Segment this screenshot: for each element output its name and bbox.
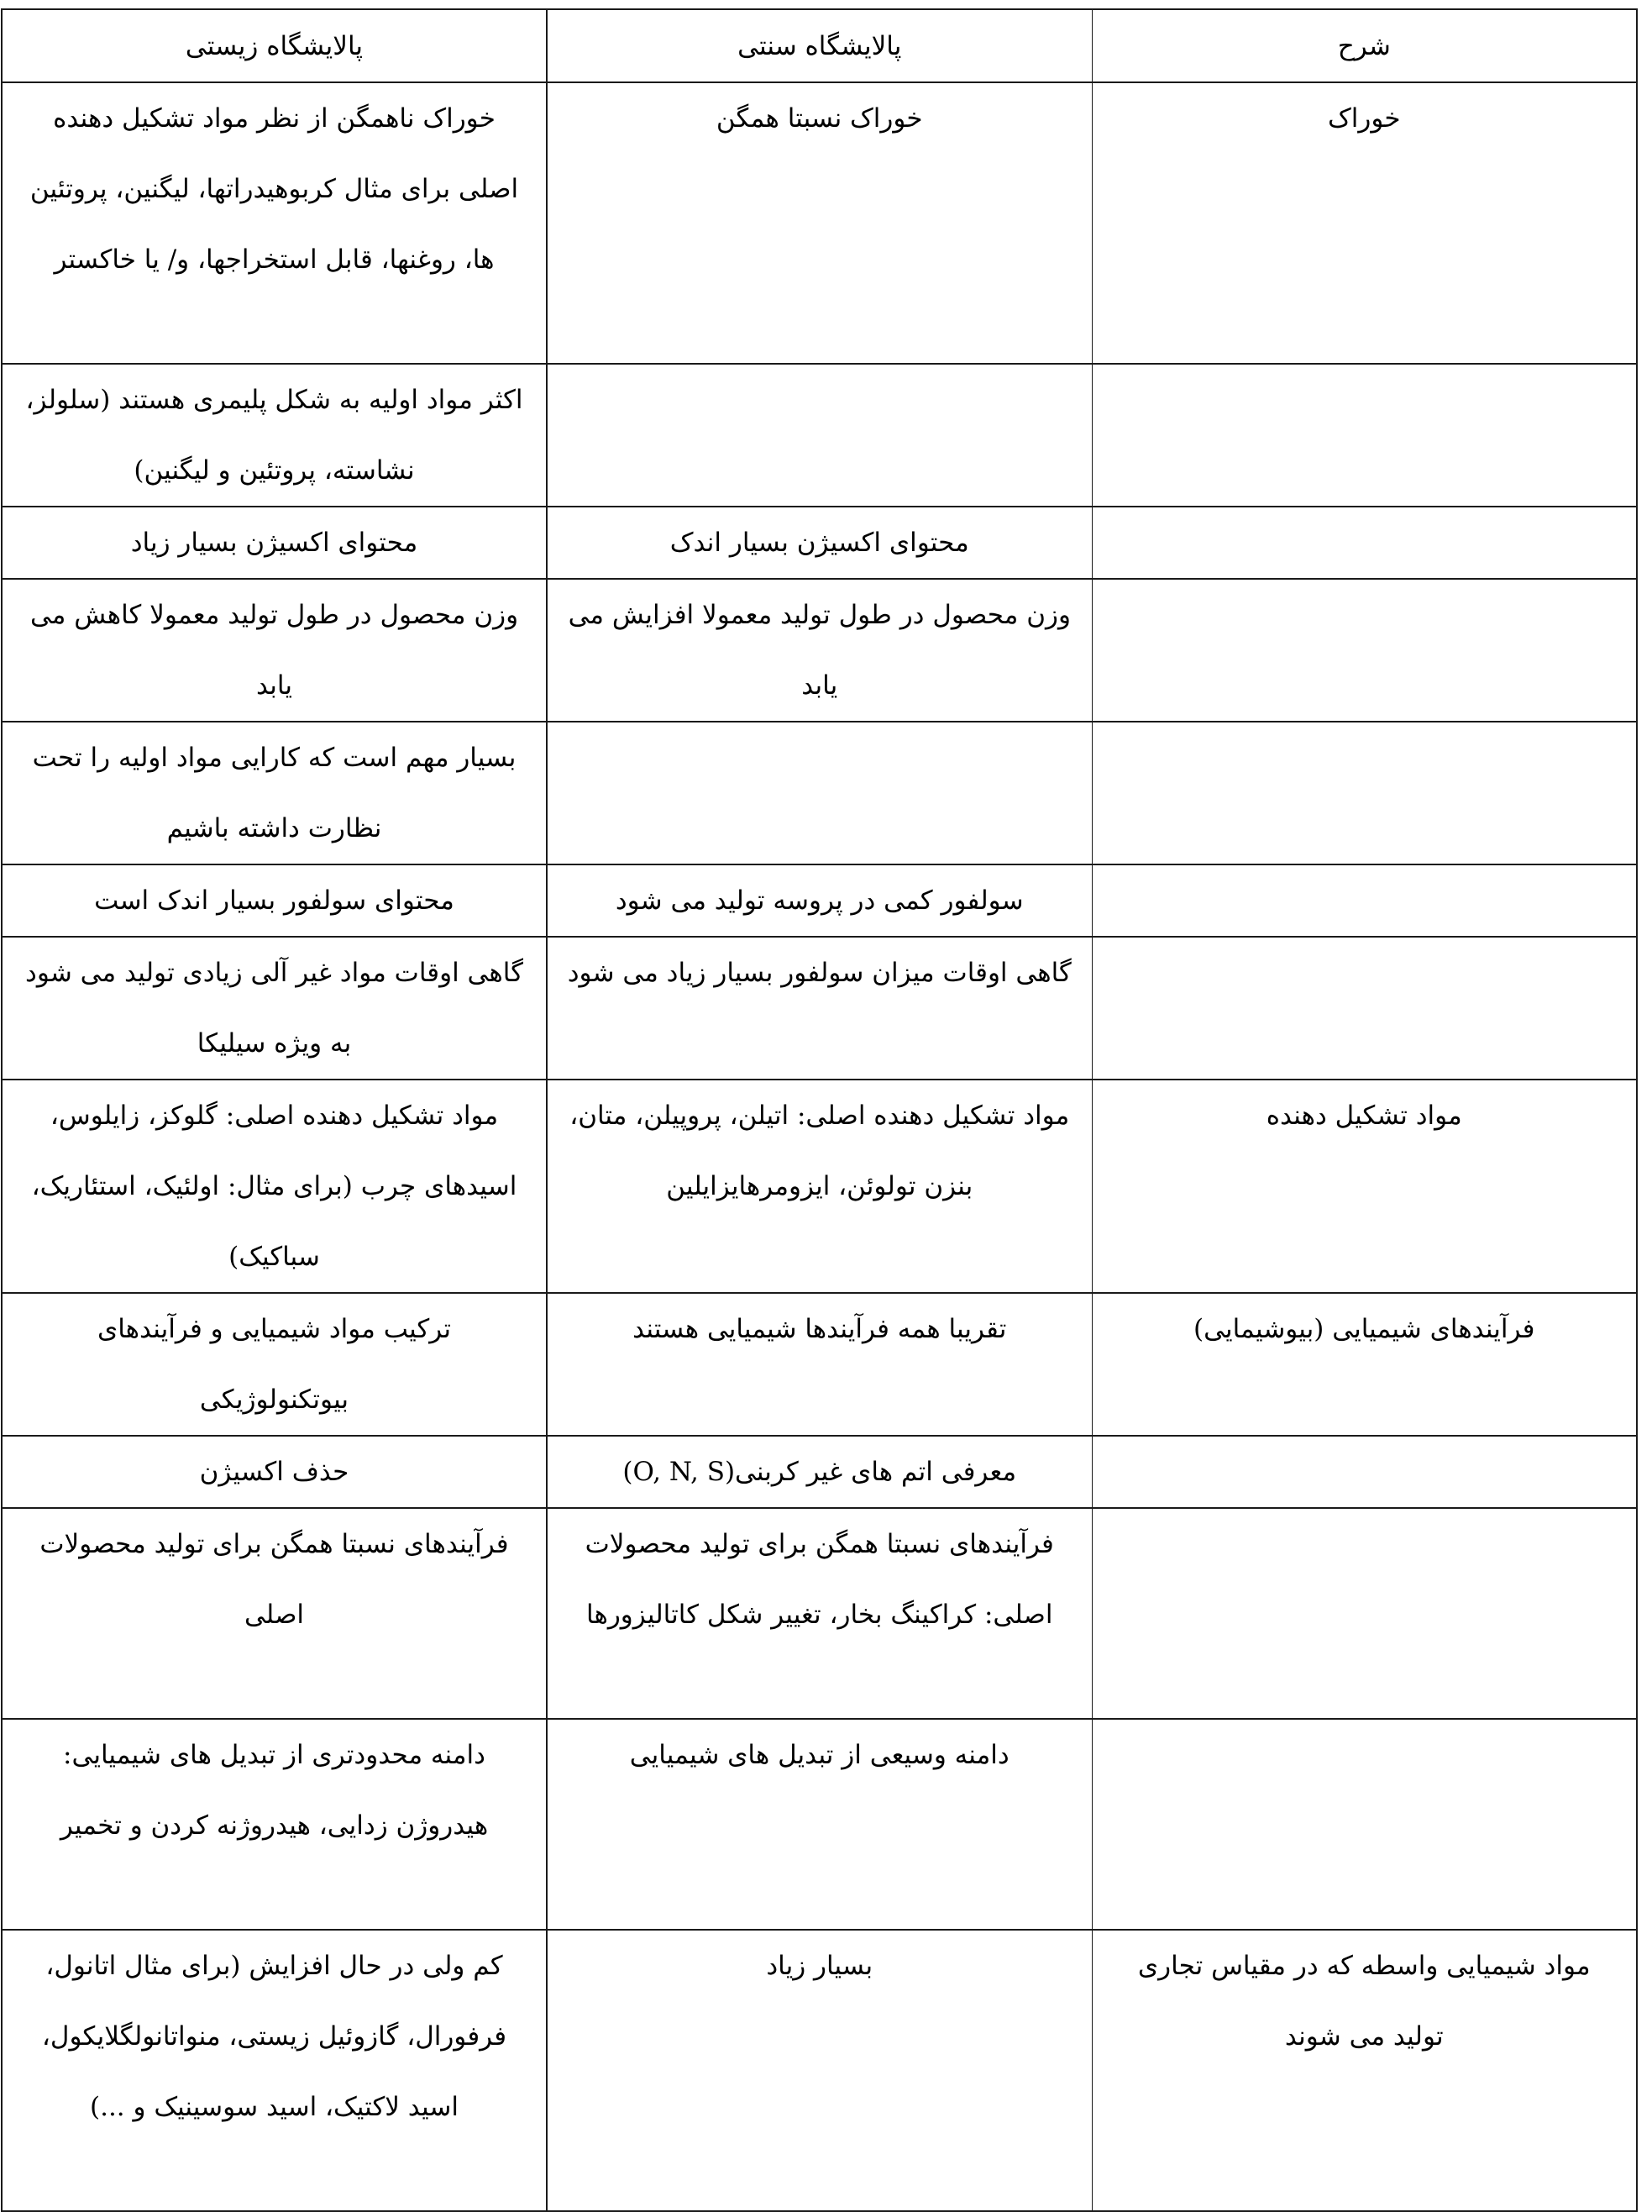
cell-description: مواد شیمیایی واسطه که در مقیاس تجاری تولید می شوند <box>1092 1930 1637 2211</box>
table-row <box>2 937 1637 1080</box>
table-header-row <box>2 9 1637 82</box>
cell-description <box>1092 1436 1637 1508</box>
cell-traditional: گاهی اوقات میزان سولفور بسیار زیاد می شود <box>547 937 1092 1080</box>
cell-traditional: محتوای اکسیژن بسیار اندک <box>547 507 1092 579</box>
table-row <box>2 1436 1637 1508</box>
cell-bio: کم ولی در حال افزایش (برای مثال اتانول، فرفورال، گازوئیل زیستی، منواتانولگلایکول، اسید لاکتیک، اسید سوسینیک و ...) <box>2 1930 547 2211</box>
cell-traditional: سولفور کمی در پروسه تولید می شود <box>547 864 1092 937</box>
cell-description: خوراک <box>1092 82 1637 364</box>
header-bio-refinery: پالایشگاه زیستی <box>2 9 547 82</box>
table-row <box>2 722 1637 864</box>
cell-traditional <box>547 722 1092 864</box>
header-description: شرح <box>1092 9 1637 82</box>
cell-traditional: وزن محصول در طول تولید معمولا افزایش می یابد <box>547 579 1092 722</box>
cell-description <box>1092 722 1637 864</box>
cell-traditional <box>547 364 1092 507</box>
cell-traditional: بسیار زیاد <box>547 1930 1092 2211</box>
table-row <box>2 864 1637 937</box>
cell-description <box>1092 937 1637 1080</box>
table-row <box>2 364 1637 507</box>
cell-bio: فرآیندهای نسبتا همگن برای تولید محصولات اصلی <box>2 1508 547 1719</box>
cell-description <box>1092 864 1637 937</box>
cell-bio: خوراک ناهمگن از نظر مواد تشکیل دهنده اصلی برای مثال کربوهیدراتها، لیگنین، پروتئین ها، روغنها، قابل استخراجها، و/ یا خاکستر <box>2 82 547 364</box>
table-row <box>2 507 1637 579</box>
cell-bio: بسیار مهم است که کارایی مواد اولیه را تحت نظارت داشته باشیم <box>2 722 547 864</box>
cell-bio: وزن محصول در طول تولید معمولا کاهش می یابد <box>2 579 547 722</box>
cell-traditional: خوراک نسبتا همگن <box>547 82 1092 364</box>
cell-traditional: مواد تشکیل دهنده اصلی: اتیلن، پروپیلن، متان، بنزن تولوئن، ایزومرهایزایلین <box>547 1080 1092 1293</box>
cell-traditional: تقریبا همه فرآیندها شیمیایی هستند <box>547 1293 1092 1436</box>
header-traditional-refinery: پالایشگاه سنتی <box>547 9 1092 82</box>
cell-traditional: دامنه وسیعی از تبدیل های شیمیایی <box>547 1719 1092 1930</box>
table-row <box>2 1293 1637 1436</box>
refinery-comparison-table <box>1 8 1638 2212</box>
table-row <box>2 1719 1637 1930</box>
cell-description <box>1092 1508 1637 1719</box>
cell-bio: اکثر مواد اولیه به شکل پلیمری هستند (سلولز، نشاسته، پروتئین و لیگنین) <box>2 364 547 507</box>
cell-traditional: معرفی اتم های غیر کربنی(O, N, S) <box>547 1436 1092 1508</box>
cell-description <box>1092 1719 1637 1930</box>
cell-bio: گاهی اوقات مواد غیر آلی زیادی تولید می شود به ویژه سیلیکا <box>2 937 547 1080</box>
cell-description <box>1092 507 1637 579</box>
cell-description: مواد تشکیل دهنده <box>1092 1080 1637 1293</box>
table-row <box>2 579 1637 722</box>
cell-bio: ترکیب مواد شیمیایی و فرآیندهای بیوتکنولوژیکی <box>2 1293 547 1436</box>
cell-description <box>1092 579 1637 722</box>
comparison-table-container <box>1 8 1637 2212</box>
table-row <box>2 1508 1637 1719</box>
cell-bio: محتوای سولفور بسیار اندک است <box>2 864 547 937</box>
table-row <box>2 1080 1637 1293</box>
cell-description <box>1092 364 1637 507</box>
cell-bio: محتوای اکسیژن بسیار زیاد <box>2 507 547 579</box>
cell-bio: مواد تشکیل دهنده اصلی: گلوکز، زایلوس، اسیدهای چرب (برای مثال: اولئیک، استئاریک، سباکیک) <box>2 1080 547 1293</box>
table-row <box>2 1930 1637 2211</box>
cell-traditional: فرآیندهای نسبتا همگن برای تولید محصولات اصلی: کراکینگ بخار، تغییر شکل کاتالیزورها <box>547 1508 1092 1719</box>
cell-bio: حذف اکسیژن <box>2 1436 547 1508</box>
table-row <box>2 82 1637 364</box>
cell-bio: دامنه محدودتری از تبدیل های شیمیایی: هیدروژن زدایی، هیدروژنه کردن و تخمیر <box>2 1719 547 1930</box>
cell-description: فرآیندهای شیمیایی (بیوشیمایی) <box>1092 1293 1637 1436</box>
